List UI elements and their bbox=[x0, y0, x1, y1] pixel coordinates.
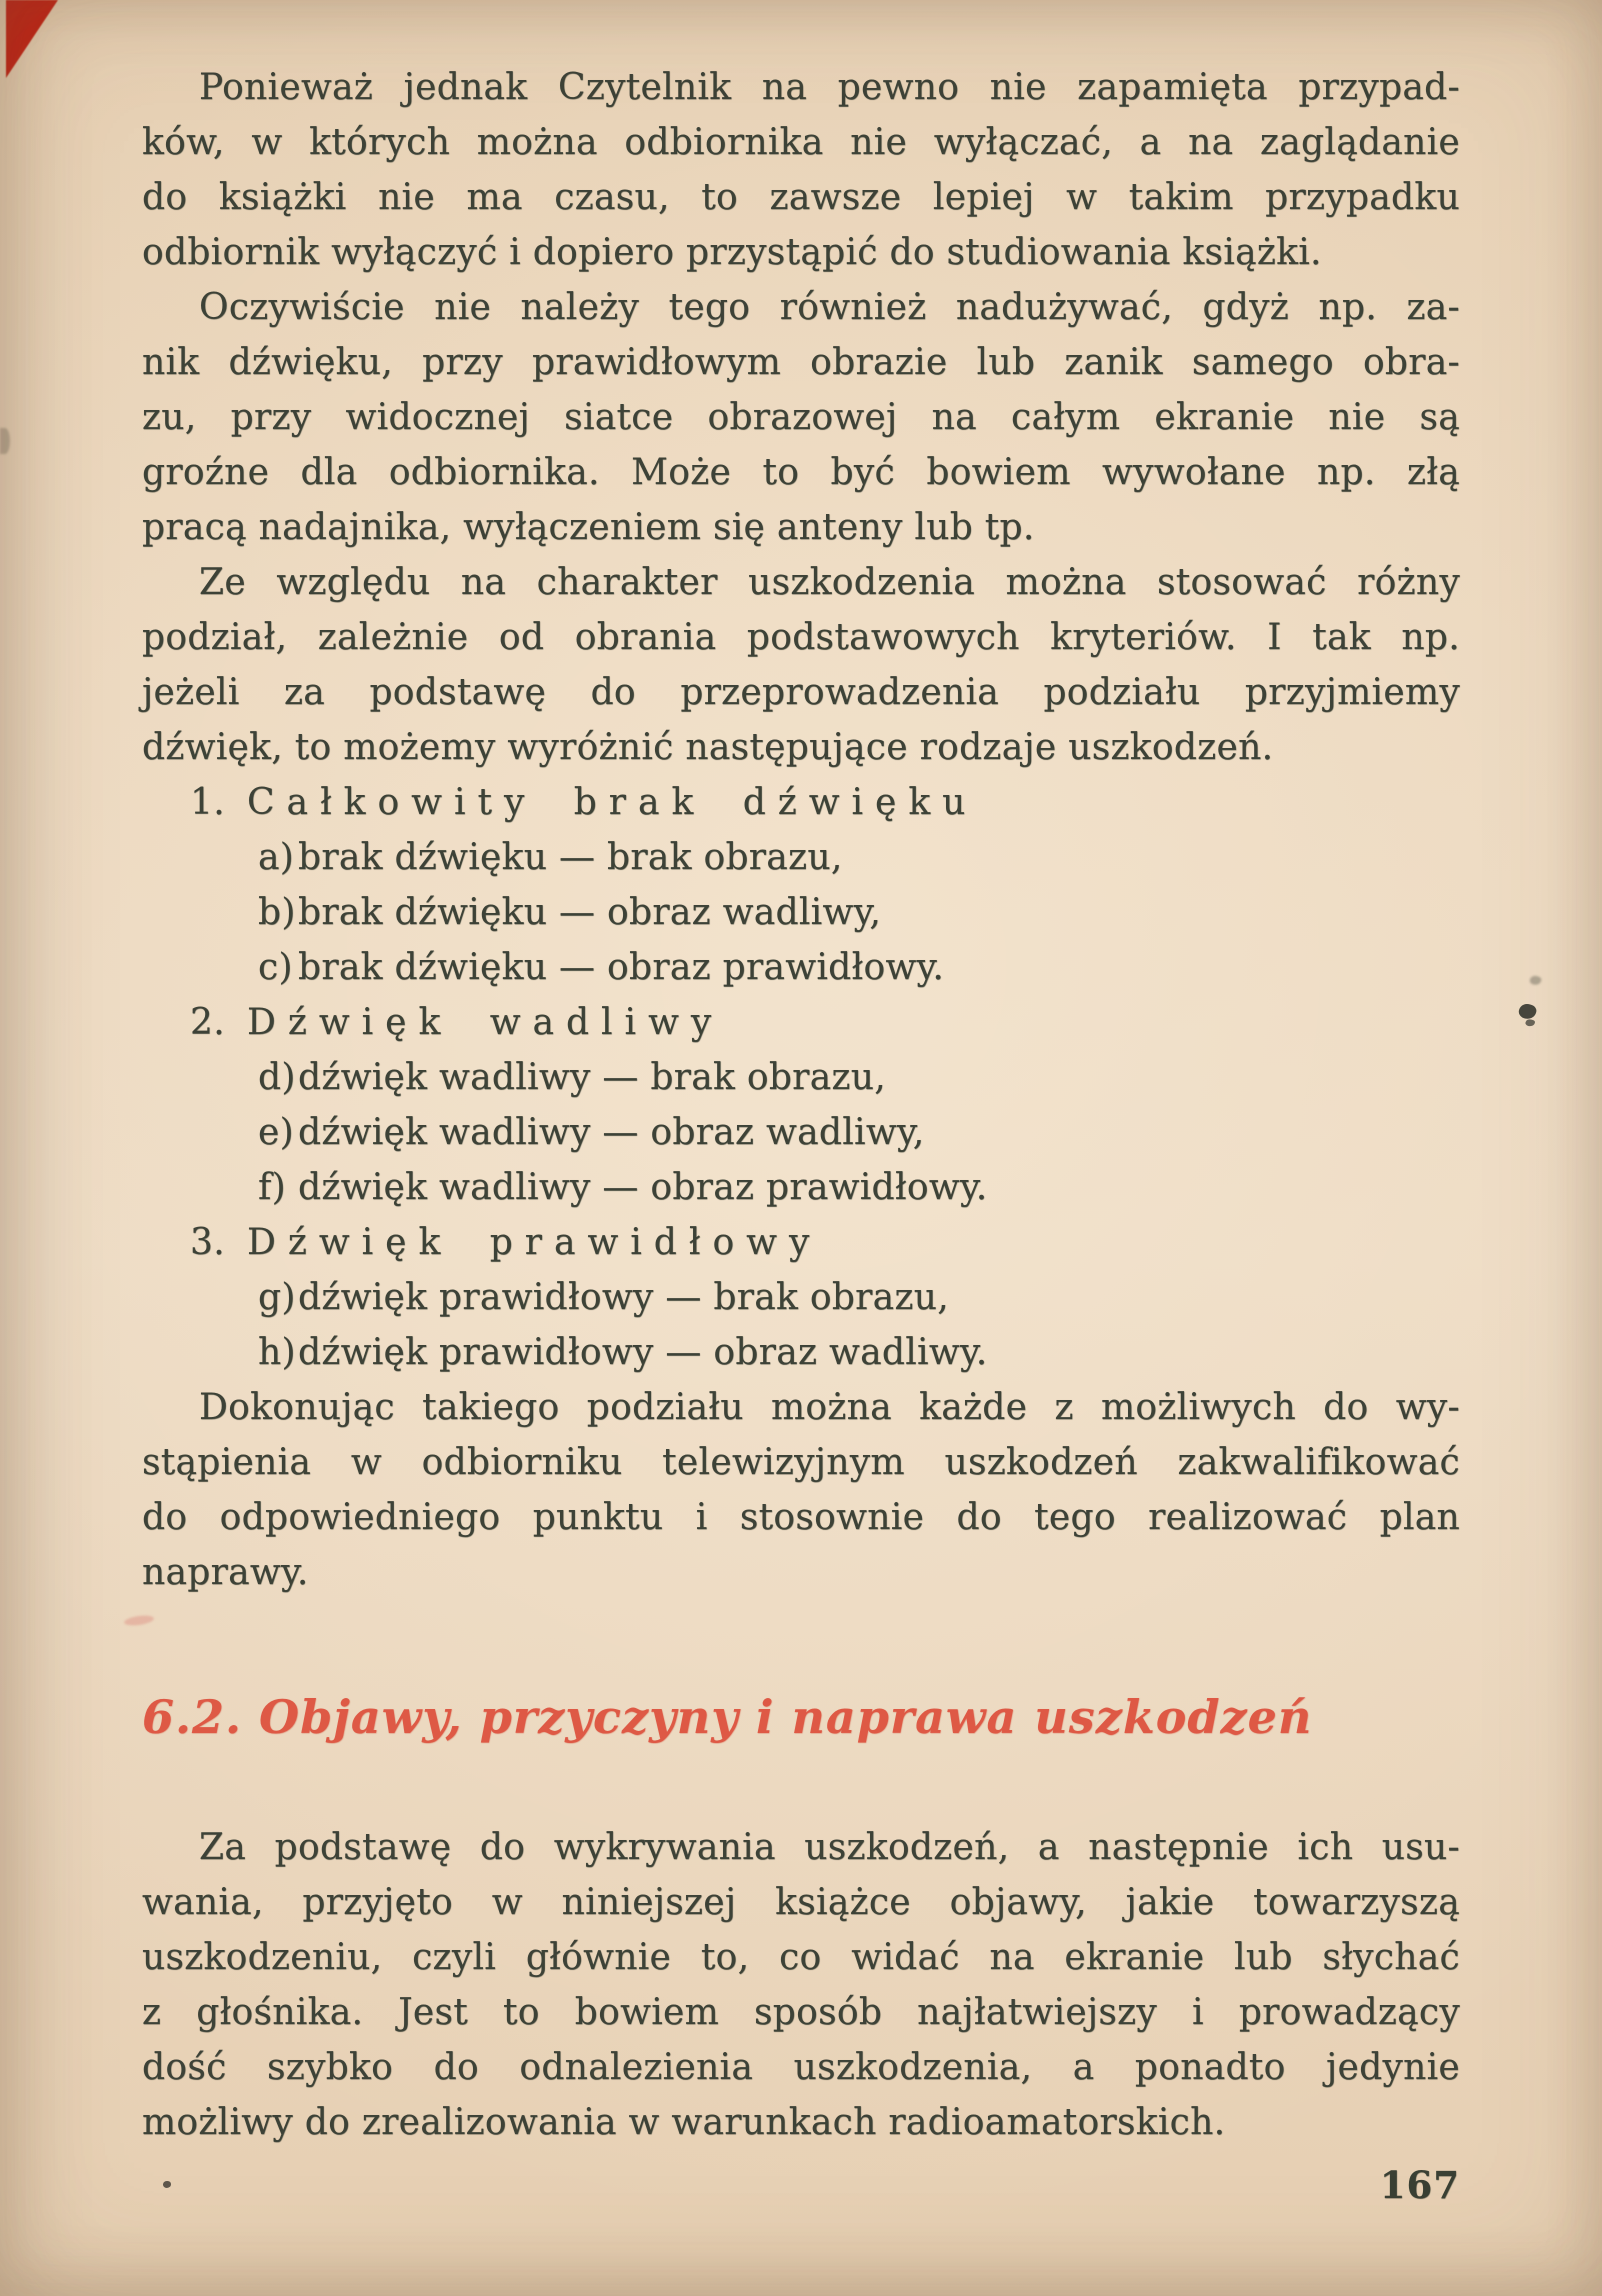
page-text-block bbox=[142, 60, 1460, 2150]
text-line: do odpowiedniego punktu i stosownie do tego realizować plan bbox=[142, 1497, 1460, 1538]
list-marker: 1. bbox=[190, 782, 225, 823]
left-edge-smudge bbox=[0, 428, 10, 454]
red-corner-mark bbox=[6, 0, 58, 78]
text-line: Dokonując takiego podziału można każde z możliwych do wy- bbox=[199, 1387, 1460, 1428]
list-item-a bbox=[142, 830, 1460, 885]
list-marker: e) bbox=[258, 1112, 294, 1153]
text-line: Za podstawę do wykrywania uszkodzeń, a następnie ich usu- bbox=[199, 1827, 1460, 1868]
text-line: dźwięk, to możemy wyróżnić następujące rodzaje uszkodzeń. bbox=[142, 727, 1274, 768]
text-line: podział, zależnie od obrania podstawowych kryteriów. I tak np. bbox=[142, 617, 1460, 658]
text-line: jeżeli za podstawę do przeprowadzenia podziału przyjmiemy bbox=[142, 672, 1460, 713]
text-line: dość szybko do odnalezienia uszkodzenia, a ponadto jedynie bbox=[142, 2047, 1460, 2088]
text-line: zu, przy widocznej siatce obrazowej na całym ekranie nie są bbox=[142, 397, 1460, 438]
list-item-label: Dźwięk wadliwy bbox=[247, 1002, 724, 1043]
paragraph-5 bbox=[142, 1820, 1460, 2150]
text-line: możliwy do zrealizowania w warunkach radioamatorskich. bbox=[142, 2102, 1226, 2143]
list-item-f bbox=[142, 1160, 1460, 1215]
list-item-h bbox=[142, 1325, 1460, 1380]
list-item-1 bbox=[142, 775, 1460, 830]
list-marker: f) bbox=[258, 1167, 286, 1208]
list-item-label: dźwięk prawidłowy — brak obrazu, bbox=[298, 1277, 949, 1318]
paragraph-3 bbox=[142, 555, 1460, 775]
text-line: wania, przyjęto w niniejszej książce objawy, jakie towarzyszą bbox=[142, 1882, 1460, 1923]
fault-classification-list bbox=[142, 775, 1460, 1380]
text-line: uszkodzeniu, czyli głównie to, co widać na ekranie lub słychać bbox=[142, 1937, 1460, 1978]
list-item-label: brak dźwięku — brak obrazu, bbox=[298, 837, 843, 878]
list-item-label: dźwięk wadliwy — brak obrazu, bbox=[298, 1057, 886, 1098]
list-item-label: dźwięk wadliwy — obraz prawidłowy. bbox=[298, 1167, 988, 1208]
list-item-c bbox=[142, 940, 1460, 995]
list-item-label: brak dźwięku — obraz wadliwy, bbox=[298, 892, 882, 933]
list-item-label: dźwięk wadliwy — obraz wadliwy, bbox=[298, 1112, 925, 1153]
list-marker: 3. bbox=[190, 1222, 225, 1263]
paragraph-2 bbox=[142, 280, 1460, 555]
list-marker: b) bbox=[258, 892, 296, 933]
text-line: stąpienia w odbiorniku telewizyjnym uszkodzeń zakwalifikować bbox=[142, 1442, 1460, 1483]
list-item-3 bbox=[142, 1215, 1460, 1270]
section-heading-6-2: 6.2. Objawy, przyczyny i naprawa uszkodzeń bbox=[142, 1690, 1313, 1744]
list-marker: d) bbox=[258, 1057, 296, 1098]
text-line: Oczywiście nie należy tego również nadużywać, gdyż np. za- bbox=[199, 287, 1460, 328]
text-line: ków, w których można odbiornika nie wyłączać, a na zaglądanie bbox=[142, 122, 1460, 163]
text-line: naprawy. bbox=[142, 1552, 309, 1593]
text-line: Ze względu na charakter uszkodzenia można stosować różny bbox=[199, 562, 1460, 603]
list-item-label: Dźwięk prawidłowy bbox=[247, 1222, 822, 1263]
list-item-2 bbox=[142, 995, 1460, 1050]
text-line: odbiornik wyłączyć i dopiero przystąpić do studiowania książki. bbox=[142, 232, 1322, 273]
ink-speck bbox=[1517, 1002, 1538, 1022]
ink-speck bbox=[163, 2181, 171, 2188]
list-item-label: brak dźwięku — obraz prawidłowy. bbox=[298, 947, 945, 988]
text-line: groźne dla odbiornika. Może to być bowiem wywołane np. złą bbox=[142, 452, 1460, 493]
list-item-d bbox=[142, 1050, 1460, 1105]
list-item-b bbox=[142, 885, 1460, 940]
list-marker: h) bbox=[258, 1332, 296, 1373]
list-item-e bbox=[142, 1105, 1460, 1160]
list-item-label: dźwięk prawidłowy — obraz wadliwy. bbox=[298, 1332, 988, 1373]
list-item-label: Całkowity brak dźwięku bbox=[247, 782, 978, 823]
list-marker: 2. bbox=[190, 1002, 225, 1043]
list-marker: c) bbox=[258, 947, 293, 988]
list-marker: a) bbox=[258, 837, 295, 878]
text-line: z głośnika. Jest to bowiem sposób najłatwiejszy i prowadzący bbox=[142, 1992, 1460, 2033]
list-item-g bbox=[142, 1270, 1460, 1325]
list-marker: g) bbox=[258, 1277, 296, 1318]
text-line: pracą nadajnika, wyłączeniem się anteny lub tp. bbox=[142, 507, 1035, 548]
paragraph-4 bbox=[142, 1380, 1460, 1600]
paragraph-1 bbox=[142, 60, 1460, 280]
text-line: Ponieważ jednak Czytelnik na pewno nie zapamięta przypad- bbox=[199, 67, 1460, 108]
page-number: 167 bbox=[1379, 2163, 1460, 2207]
text-line: nik dźwięku, przy prawidłowym obrazie lub zanik samego obra- bbox=[142, 342, 1460, 383]
text-line: do książki nie ma czasu, to zawsze lepiej w takim przypadku bbox=[142, 177, 1460, 218]
